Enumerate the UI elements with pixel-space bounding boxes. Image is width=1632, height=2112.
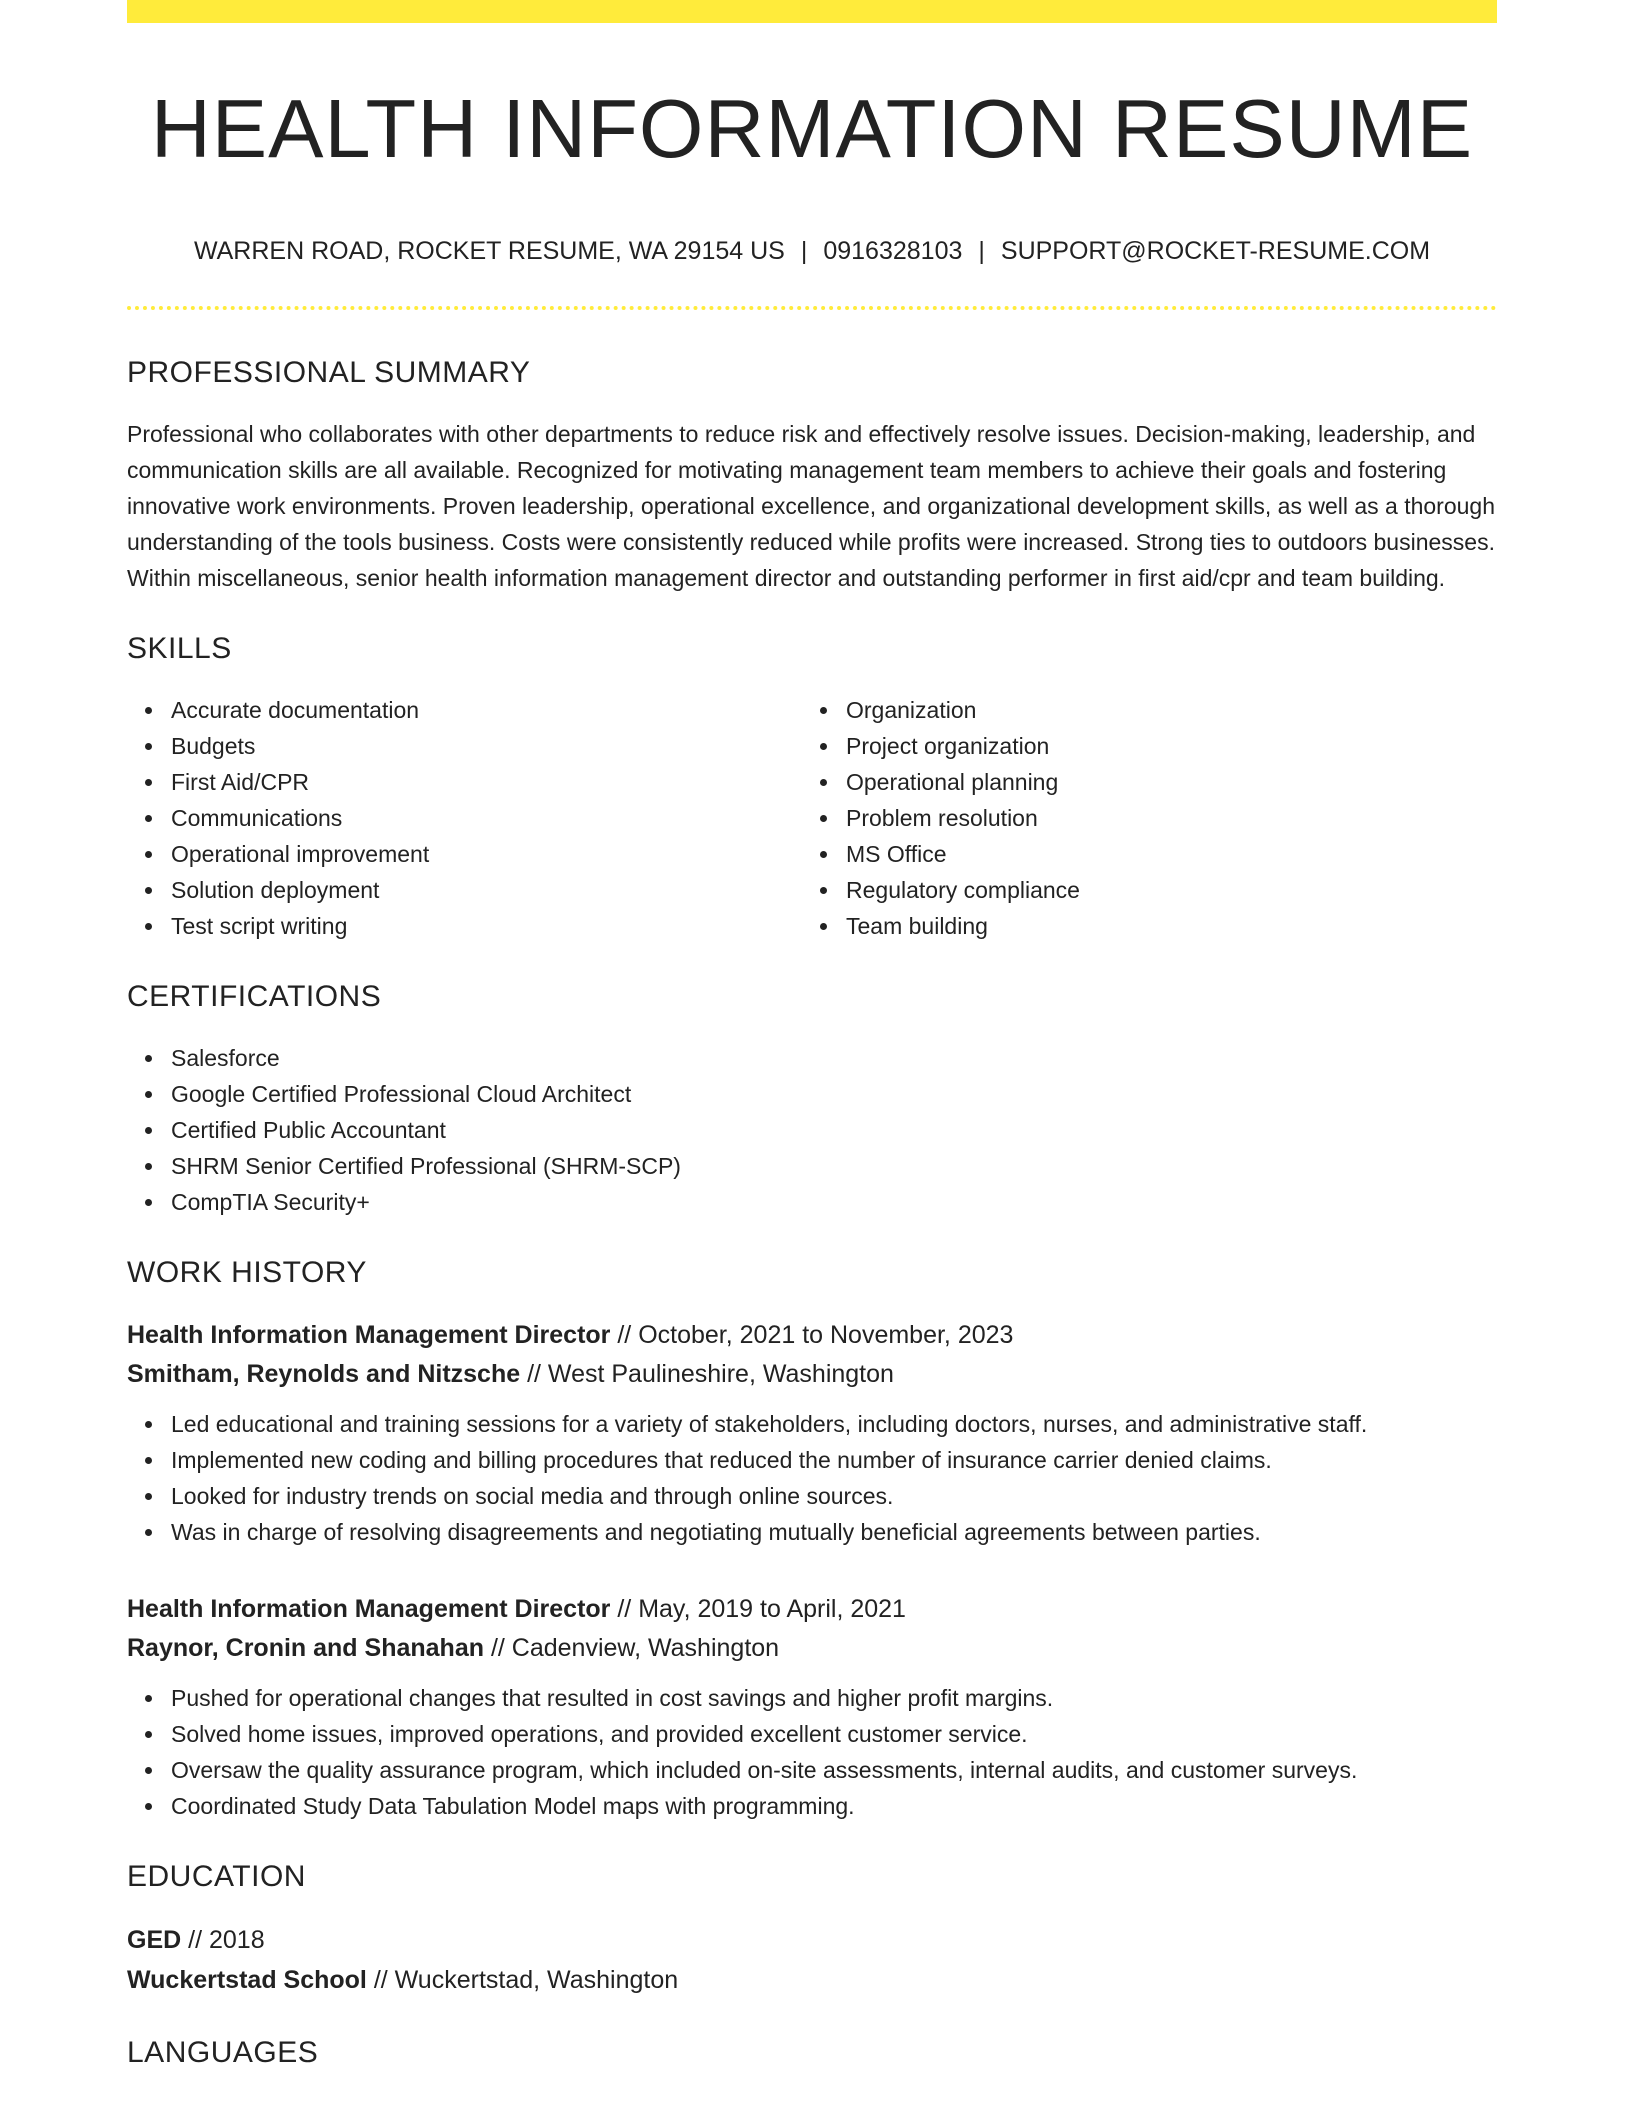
list-item: Regulatory compliance — [846, 872, 1477, 908]
skills-list-left — [127, 692, 802, 944]
list-item: Certified Public Accountant — [171, 1112, 1497, 1148]
education-location: // Wuckertstad, Washington — [373, 1966, 679, 1995]
skills-list-right — [802, 692, 1477, 944]
list-item: Budgets — [171, 728, 802, 764]
job-title: Health Information Management Director — [127, 1321, 611, 1350]
skills-column-left — [127, 692, 802, 944]
list-item: CompTIA Security+ — [171, 1184, 1497, 1220]
job-bullets — [127, 1406, 1497, 1550]
section-heading: LANGUAGES — [127, 2036, 319, 2070]
list-item: Salesforce — [171, 1040, 1497, 1076]
contact-separator: | — [978, 237, 985, 266]
list-item: Google Certified Professional Cloud Architect — [171, 1076, 1497, 1112]
section-heading: WORK HISTORY — [127, 1256, 367, 1290]
list-item: Solved home issues, improved operations, and provided excellent customer service. — [171, 1716, 1497, 1752]
list-item: Problem resolution — [846, 800, 1477, 836]
contact-separator: | — [800, 237, 808, 266]
list-item: Led educational and training sessions for a variety of stakeholders, including doctors, nurses, and administrative staff. — [171, 1406, 1497, 1442]
list-item: Looked for industry trends on social media and through online sources. — [171, 1478, 1497, 1514]
certifications-list — [127, 1040, 1497, 1220]
summary-text: Professional who collaborates with other departments to reduce risk and effectively resolve issues. Decision-making, leadership, and communication skills are all available. Recognized for motivating management team members to achieve their goals and fostering innovative work environments. Proven leadership, operational excellence, and organizational development skills, as well as a thorough understanding of the tools business. Costs were consistently reduced while profits were increased. Strong ties to outdoors businesses. Within miscellaneous, senior health information management director and outstanding performer in first aid/cpr and team building. — [127, 421, 1496, 592]
list-item: Organization — [846, 692, 1477, 728]
education-school: Wuckertstad School — [127, 1966, 367, 1995]
resume-title: HEALTH INFORMATION RESUME — [150, 82, 1474, 175]
contact-email: SUPPORT@ROCKET-RESUME.COM — [1000, 237, 1431, 266]
accent-bar — [127, 0, 1497, 23]
job-bullets — [127, 1680, 1497, 1824]
job-title: Health Information Management Director — [127, 1595, 611, 1624]
job-entry — [127, 1316, 1497, 1550]
contact-address: WARREN ROAD, ROCKET RESUME, WA 29154 US — [193, 237, 785, 266]
list-item: Operational improvement — [171, 836, 802, 872]
list-item: Implemented new coding and billing procedures that reduced the number of insurance carrier denied claims. — [171, 1442, 1497, 1478]
summary-section — [127, 356, 1497, 596]
job-entry — [127, 1590, 1497, 1824]
section-heading: PROFESSIONAL SUMMARY — [127, 356, 531, 390]
section-heading: CERTIFICATIONS — [127, 980, 382, 1014]
list-item: Coordinated Study Data Tabulation Model maps with programming. — [171, 1788, 1497, 1824]
education-section — [127, 1860, 1497, 2000]
list-item: Communications — [171, 800, 802, 836]
job-company-line — [127, 1629, 1497, 1668]
education-degree: GED — [127, 1926, 182, 1955]
skills-column-right — [802, 692, 1477, 944]
list-item: Team building — [846, 908, 1477, 944]
list-item: Operational planning — [846, 764, 1477, 800]
job-dates: // October, 2021 to November, 2023 — [617, 1321, 1014, 1350]
list-item: Accurate documentation — [171, 692, 802, 728]
job-title-line — [127, 1590, 1497, 1629]
section-heading: EDUCATION — [127, 1860, 306, 1894]
resume-page — [127, 0, 1497, 2096]
certifications-section — [127, 980, 1497, 1220]
list-item: Oversaw the quality assurance program, which included on-site assessments, internal audits, and customer surveys. — [171, 1752, 1497, 1788]
skills-grid — [127, 692, 1497, 944]
list-item: MS Office — [846, 836, 1477, 872]
list-item: Pushed for operational changes that resulted in cost savings and higher profit margins. — [171, 1680, 1497, 1716]
list-item: Project organization — [846, 728, 1477, 764]
contact-phone: 0916328103 — [823, 237, 963, 266]
work-history-section — [127, 1256, 1497, 1824]
job-company: Raynor, Cronin and Shanahan — [127, 1634, 484, 1663]
skills-section — [127, 632, 1497, 944]
education-degree-line — [127, 1920, 1497, 1960]
contact-line — [127, 236, 1497, 266]
job-company-line — [127, 1355, 1497, 1394]
job-title-line — [127, 1316, 1497, 1355]
education-school-line — [127, 1960, 1497, 2000]
job-company: Smitham, Reynolds and Nitzsche — [127, 1360, 521, 1389]
list-item: Solution deployment — [171, 872, 802, 908]
list-item: Was in charge of resolving disagreements and negotiating mutually beneficial agreements between parties. — [171, 1514, 1497, 1550]
languages-section — [127, 2036, 1497, 2070]
section-heading: SKILLS — [127, 632, 232, 666]
list-item: SHRM Senior Certified Professional (SHRM-SCP) — [171, 1148, 1497, 1184]
job-location: // West Paulineshire, Washington — [527, 1360, 894, 1389]
header-divider — [127, 306, 1497, 310]
job-location: // Cadenview, Washington — [490, 1634, 780, 1663]
list-item: Test script writing — [171, 908, 802, 944]
list-item: First Aid/CPR — [171, 764, 802, 800]
job-dates: // May, 2019 to April, 2021 — [617, 1595, 906, 1624]
education-year: // 2018 — [188, 1926, 265, 1955]
